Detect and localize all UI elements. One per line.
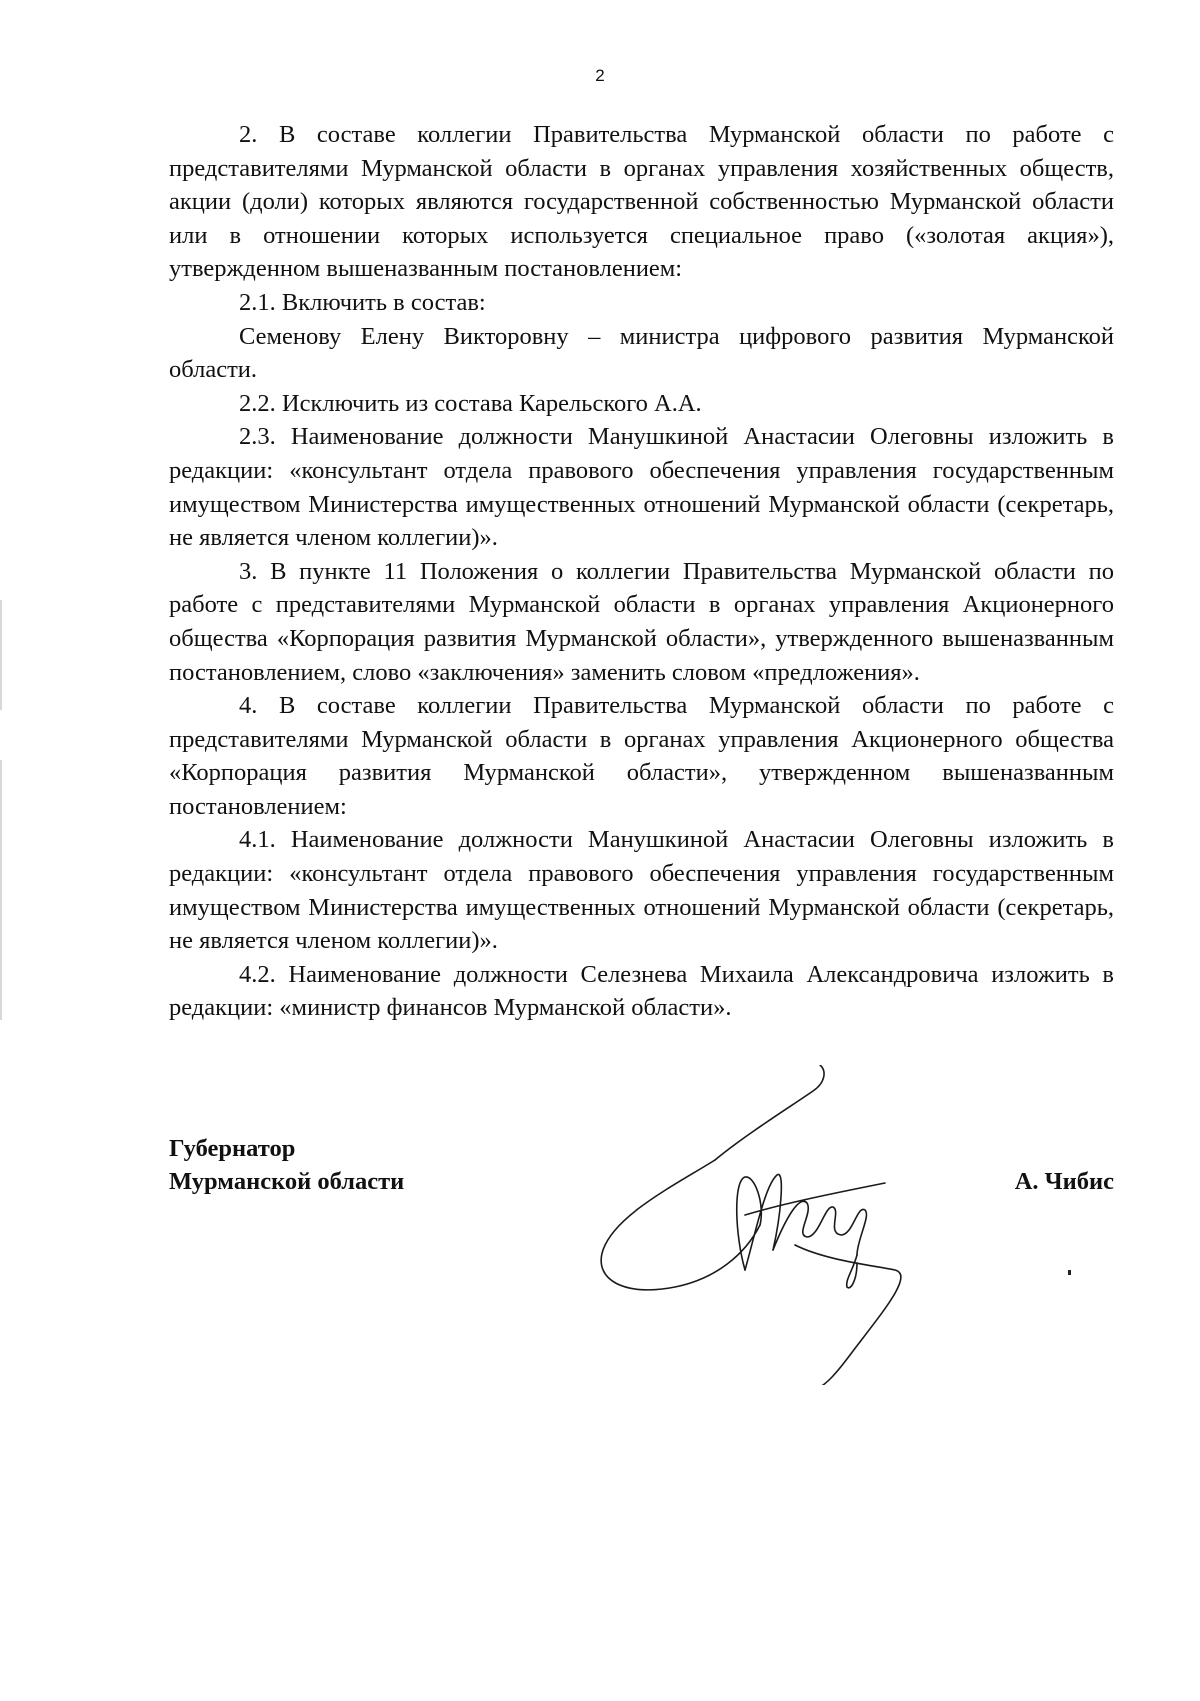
paragraph-4-2: 4.2. Наименование должности Селезнева Михаила Александровича изложить в редакции: «министр финансов Мурманской области». <box>169 960 1114 1022</box>
signatory-position <box>169 1132 404 1198</box>
signatory-position-line1: Губернатор <box>169 1135 296 1162</box>
paragraph-2-1-member: Семенову Елену Викторовну – министра цифрового развития Мурманской области. <box>169 322 1114 384</box>
handwritten-signature <box>595 1065 955 1385</box>
document-body <box>169 118 1114 1025</box>
scan-edge-mark <box>0 760 2 1020</box>
signer-name: А. Чибис <box>1014 1168 1114 1195</box>
paragraph-4: 4. В составе коллегии Правительства Мурманской области по работе с представителями Мурманской области в органах управления Акционерного общества «Корпорация развития Мурманской области», утвержденном вышеназванным постановлением: <box>169 692 1114 820</box>
paragraph-2-1: 2.1. Включить в состав: <box>239 288 486 316</box>
scan-edge-mark <box>0 600 2 710</box>
paragraph-2-3: 2.3. Наименование должности Манушкиной Анастасии Олеговны изложить в редакции: «консультант отдела правового обеспечения управления государственным имуществом Министерства имущественных отношений Мурманской области (секретарь, не является членом коллегии)». <box>169 423 1114 552</box>
signatory-position-line2: Мурманской области <box>169 1168 405 1195</box>
paragraph-2: 2. В составе коллегии Правительства Мурманской области по работе с представителями Мурманской области в органах управления хозяйственных обществ, акции (доли) которых являются государственной собственностью Мурманской области или в отношении которых используется специальное право («золотая акция»), утвержденном вышеназванным постановлением: <box>169 121 1114 283</box>
page-number: 2 <box>595 66 605 85</box>
scan-dot <box>1068 1270 1071 1275</box>
paragraph-2-2: 2.2. Исключить из состава Карельского А.А. <box>239 389 702 417</box>
paragraph-4-1: 4.1. Наименование должности Манушкиной Анастасии Олеговны изложить в редакции: «консультант отдела правового обеспечения управления государственным имуществом Министерства имущественных отношений Мурманской области (секретарь, не является членом коллегии)». <box>169 826 1114 955</box>
paragraph-3: 3. В пункте 11 Положения о коллегии Правительства Мурманской области по работе с представителями Мурманской области в органах управления Акционерного общества «Корпорация развития Мурманской области», утвержденного вышеназванным постановлением, слово «заключения» заменить словом «предложения». <box>169 557 1114 686</box>
